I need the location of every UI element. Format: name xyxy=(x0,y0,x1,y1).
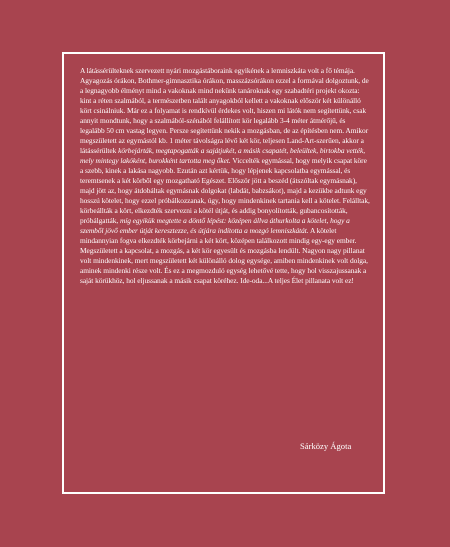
article-segment-italic: körbejárták, megtapogatták a sajátjukét, a másik csapatét, beleültek, birtokba vették, mely mintegy lakóként, burokként tartotta meg őket. xyxy=(80,146,366,165)
article-segment: Viccelték egymással, hogy melyik csapat köre a szebb, kinek a lakása nagyobb. Ezután azt kértük, hogy lépjenek kapcsolatba egymással, és teremtsenek a két körből egy mozgatható Egészet. Először jött a beszéd (átszóltak egymásnak), majd jött az, hogy átdobáltak egymásnak dolgokat (labdát, babzsákot), majd a kezükbe adtunk egy hosszú kötelet, hogy ezzel próbálkozzanak, úgy, hogy mindenkinek tartania kell a kötelet. Felálltak, körbeállták a kört, elkezdték szervezni a kötél útját, és addig bonyolították, gubancosították, próbálgatták, xyxy=(80,156,370,225)
article-segment: A kötelet mindannyian fogva elkezdték körbejárni a két kört, középen találkozott mindig egy-egy ember. Megszületett a kapcsolat, a mozgás, a két kör egyesült és mozgásba lendült. Nagyon nagy pillanat volt mindenkinek, mert megszületett két különálló dolog egysége, amiben mindenkinek volt dolga, aminek mindenki része volt. És ez a megmozduló egység lehetővé tette, hogy hol visszajussanak a saját körükhöz, hol eljussanak a másik csapat köréhez. Ide-oda...A teljes Élet pillanata volt ez! xyxy=(80,226,368,285)
article-text xyxy=(80,66,370,286)
article-segment-italic: míg egyikük megtette a döntő lépést: középen állva áthurkolta a kötelet, hogy a szemből jövő ember útját keresztezze, és útjára indította a mozgó lemniszkátát. xyxy=(80,216,350,235)
article-segment: A látássérülteknek szervezett nyári mozgástáboraink egyikének a lemniszkáta volt a fő témája. Agyagozás órákon, Bothmer-gimnasztika órákon, masszázsórákon ezzel a formával dolgoztunk, de a legnagyobb élményt mind a vakoknak mind nekünk tanároknak egy szabadtéri projekt okozta: kint a réten szalmából, a természetben talált anyagokból kellett a vakoknak először két különálló kört csinálniuk. Már ez a folyamat is rendkívül érdekes volt, hiszen mi látók nem segítettünk, csak annyit mondtunk, hogy a szalmából-szénából felállított kör legalább 3-4 méter átmérőjű, és legalább 50 cm vastag legyen. Persze segítettünk nekik a mozgásban, de az építésben nem. Amikor megszületett az egymástól kb. 1 méter távolságra lévő két kör, teljesen Land-Art-szerűen, akkor a látássérültek xyxy=(80,66,369,155)
author-signature: Sárközy Ágota xyxy=(300,441,352,451)
